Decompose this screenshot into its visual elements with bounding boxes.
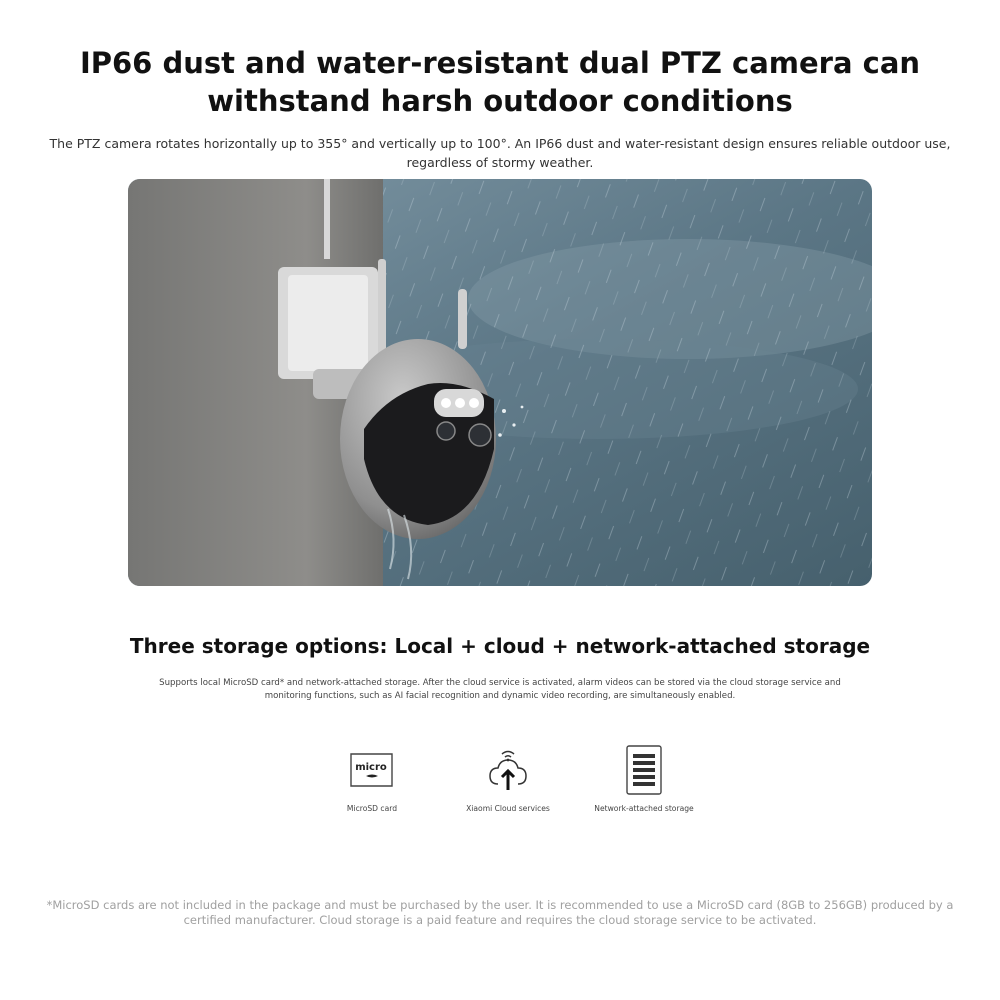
cloud-upload-icon [486, 746, 530, 794]
storage-title: Three storage options: Local + cloud + network-attached storage [129, 634, 871, 658]
svg-text:micro: micro [355, 762, 387, 773]
microsd-icon [348, 750, 396, 790]
storage-option-nas [564, 744, 724, 813]
footnote: *MicroSD cards are not included in the package and must be purchased by the user. It is recommended to use a MicroSD card (8GB to 256GB) produced by a certified manufacturer. Cloud storage is a paid feature and requires the cloud storage service to be activated. [46, 898, 954, 927]
storage-description: Supports local MicroSD card* and network-attached storage. After the cloud service is activated, alarm videos can be stored via the cloud storage service and monitoring functions, such as AI facial recognition and dynamic video recording, are simultaneously enabled. [159, 678, 841, 701]
nas-server-icon [624, 744, 664, 796]
storage-option-label: Xiaomi Cloud services [466, 804, 550, 813]
camera-in-rain-photo [128, 179, 872, 586]
storage-option-label: MicroSD card [346, 804, 398, 813]
page-subtitle: The PTZ camera rotates horizontally up to 355° and vertically up to 100°. An IP66 dust and water-resistant design ensures reliable outdoor use, regardless of stormy weather. [49, 136, 951, 170]
hero-image [128, 179, 872, 586]
storage-option-label: Network-attached storage [594, 804, 694, 813]
page-title: IP66 dust and water-resistant dual PTZ camera can withstand harsh outdoor conditions [79, 46, 921, 118]
